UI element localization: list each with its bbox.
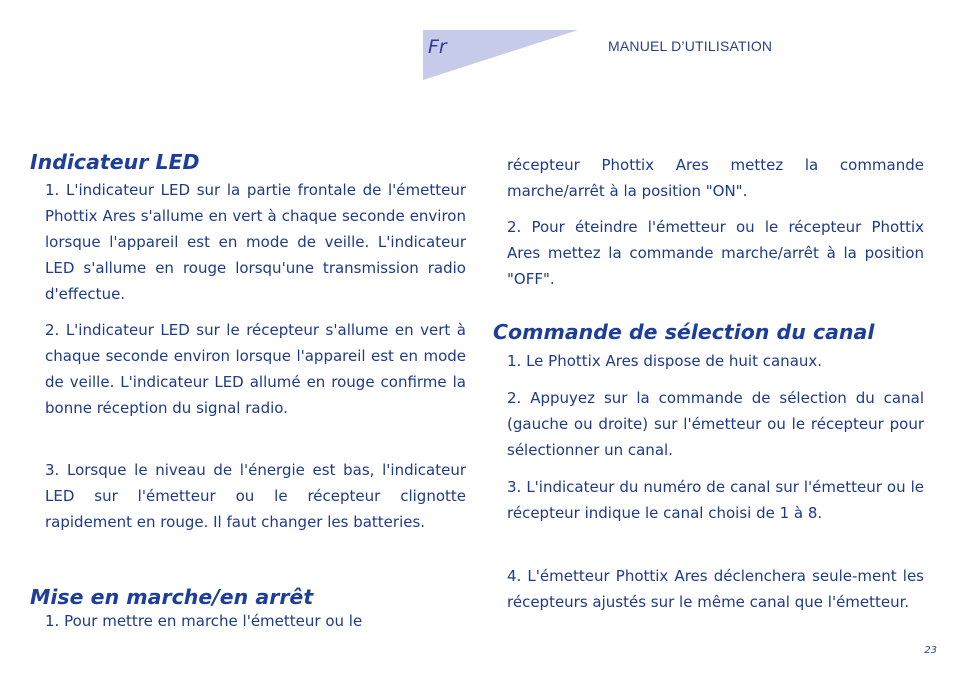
power-item-2: 2. Pour éteindre l'émetteur ou le récepteur Phottix Ares mettez la commande marche/arrêt à la position "OFF". <box>507 218 924 288</box>
channel-section-title: Commande de sélection du canal <box>493 320 875 344</box>
page-number: 23 <box>924 645 937 656</box>
led-item-2: 2. L'indicateur LED sur le récepteur s'allume en vert à chaque seconde environ lorsque l'appareil est en mode de veille. L'indicateur LED allumé en rouge confirme la bonne réception du signal radio. <box>45 321 466 417</box>
channel-item-2: 2. Appuyez sur la commande de sélection du canal (gauche ou droite) sur l'émetteur ou le récepteur pour sélectionner un canal. <box>507 389 924 459</box>
led-section-title: Indicateur LED <box>30 150 200 174</box>
power-section-title: Mise en marche/en arrêt <box>30 585 314 609</box>
channel-item-3: 3. L'indicateur du numéro de canal sur l'émetteur ou le récepteur indique le canal choisi de 1 à 8. <box>507 478 924 522</box>
led-item-3: 3. Lorsque le niveau de l'énergie est bas, l'indicateur LED sur l'émetteur ou le récepteur clignotte rapidement en rouge. Il faut changer les batteries. <box>45 461 466 531</box>
led-item-1: 1. L'indicateur LED sur la partie frontale de l'émetteur Phottix Ares s'allume en vert à chaque seconde environ lorsque l'appareil est en mode de veille. L'indicateur LED s'allume en rouge lorsqu'une transmission radio d'effectue. <box>45 181 466 303</box>
power-item-1-continued: récepteur Phottix Ares mettez la commande marche/arrêt à la position "ON". <box>507 156 924 200</box>
manual-title: MANUEL D’UTILISATION <box>608 38 773 54</box>
channel-item-1: 1. Le Phottix Ares dispose de huit canaux. <box>507 352 823 370</box>
power-item-1-start: 1. Pour mettre en marche l'émetteur ou le <box>45 612 363 630</box>
language-label: Fr <box>428 36 447 58</box>
channel-item-4: 4. L'émetteur Phottix Ares déclenchera seule-ment les récepteurs ajustés sur le même canal que l'émetteur. <box>507 567 924 611</box>
